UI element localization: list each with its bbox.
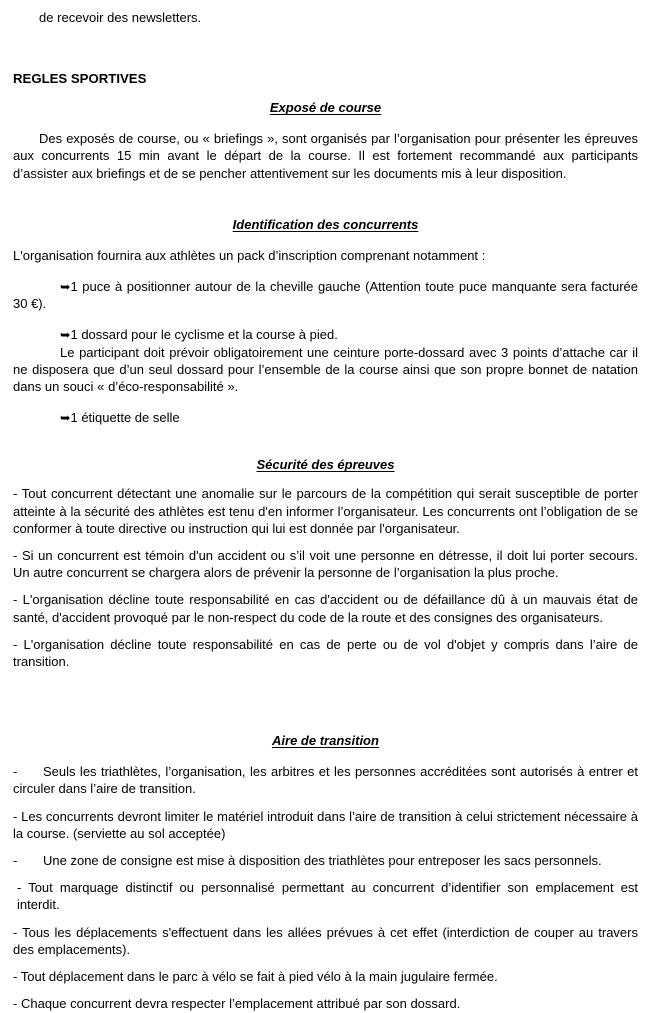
list-item-label: Tout marquage distinctif ou personnalisé permettant au concurrent d’identifier son emplacement est interdit. (17, 880, 638, 913)
bullet-item-label: 1 puce à positionner autour de la cheville gauche (Attention toute puce manquante sera facturée 30 €). (13, 279, 638, 312)
list-item-label: Tout concurrent détectant une anomalie sur le parcours de la compétition qui serait susceptible de porter atteinte à la sécurité des athlètes est tenu d'en informer l’organisateur. Les concurrents ont l’obligation de se conformer à toute directive ou instruction qui lui est donnée par l'organisateur. (13, 486, 638, 536)
list-item (13, 547, 638, 581)
subheading-identification-des-concurrents: Identification des concurrents (232, 216, 419, 232)
subheading-expose-de-course: Exposé de course (269, 100, 382, 116)
spacer (13, 749, 638, 763)
list-item (13, 808, 638, 842)
list-item-label: Les concurrents devront limiter le matériel introduit dans l’aire de transition à celui strictement nécessaire à la course. (serviette au sol acceptée) (13, 808, 638, 841)
spacer (13, 26, 638, 70)
spacer (13, 182, 638, 216)
continued-paragraph: de recevoir des newsletters. (39, 10, 202, 25)
arrow-bullet-icon: ➥ (60, 327, 71, 343)
dash-marker: - (13, 636, 18, 652)
spacer (13, 680, 638, 732)
paragraph-ceinture-porte-dossard: Le participant doit prévoir obligatoirement une ceinture porte-dossard avec 3 points d’attache car il ne disposera que d’un seul dossard pour l’ensemble de la course ainsi que son propre bonnet de natation dans un souci « d’éco-responsabilité ». (13, 344, 638, 395)
dash-marker: - (13, 764, 18, 780)
subheading-aire-de-transition: Aire de transition (272, 733, 379, 749)
spacer (13, 87, 638, 99)
dash-marker: - (13, 969, 18, 985)
list-item (13, 879, 638, 913)
paragraph-expose-de-course: Des exposés de course, ou « briefings », sont organisés par l’organisation pour présenter les épreuves aux concurrents 15 min avant le départ de la course. Il est fortement recommandé aux participants d’assister aux briefings et de se pencher attentivement sur les documents mis à leur disposition. (13, 131, 638, 181)
spacer (13, 116, 638, 130)
paragraph-pack-intro: L'organisation fournira aux athlètes un pack d’inscription comprenant notamment : (13, 247, 486, 263)
continued-paragraph-wrapper (13, 0, 638, 26)
list-item (13, 636, 638, 670)
bullet-item-dossard (13, 326, 638, 343)
bullet-item-etiquette (13, 409, 638, 426)
spacer (13, 426, 638, 456)
dash-marker: - (13, 486, 18, 502)
arrow-bullet-icon: ➥ (60, 279, 71, 295)
bullet-item-label: 1 dossard pour le cyclisme et la course à pied. (70, 327, 338, 343)
list-item-label: L'organisation décline toute responsabilité en cas d'accident ou de défaillance dû à un mauvais état de santé, d'accident provoqué par le non-respect du code de la route et des consignes des organisateurs. (13, 592, 638, 625)
spacer (13, 264, 638, 278)
dash-marker: - (13, 592, 18, 608)
list-item-label: Si un concurrent est témoin d'un accident ou s’il voit une personne en détresse, il doit lui porter secours. Un autre concurrent se chargera alors de prévenir la personne de l’organisation la plus proche. (13, 548, 638, 581)
list-item (13, 968, 638, 985)
list-item-label: Tous les déplacements s'effectuent dans les allées prévues à cet effet (interdiction de couper au travers des emplacements). (13, 924, 638, 957)
dash-marker: - (13, 808, 18, 824)
list-item (13, 763, 638, 797)
dash-marker: - (13, 924, 18, 940)
bullet-item-label: 1 étiquette de selle (70, 410, 180, 426)
dash-marker: - (13, 853, 18, 869)
list-item-label: Seuls les triathlètes, l’organisation, les arbitres et les personnes accréditées sont autorisés à entrer et circuler dans l’aire de transition. (13, 764, 638, 797)
list-item-label: Tout déplacement dans le parc à vélo se fait à pied vélo à la main jugulaire fermée. (20, 969, 498, 985)
list-item (13, 852, 638, 869)
arrow-bullet-icon: ➥ (60, 410, 71, 426)
spacer (13, 395, 638, 409)
list-item (13, 924, 638, 958)
list-item (13, 485, 638, 537)
bullet-item-puce (13, 278, 638, 312)
spacer (13, 312, 638, 326)
spacer (13, 473, 638, 485)
list-item-label: Une zone de consigne est mise à disposition des triathlètes pour entreposer les sacs personnels. (43, 853, 602, 869)
subheading-securite-des-epreuves: Sécurité des épreuves (256, 457, 395, 473)
list-item (13, 591, 638, 625)
dash-marker: - (17, 880, 22, 896)
spacer (13, 233, 638, 247)
dash-marker: - (13, 548, 18, 564)
dash-marker: - (13, 996, 18, 1012)
page-title: REGLES SPORTIVES (13, 71, 147, 87)
list-item-label: L'organisation décline toute responsabilité en cas de perte ou de vol d'objet y compris dans l’aire de transition. (13, 636, 638, 670)
list-item-label: Chaque concurrent devra respecter l’emplacement attribué par son dossard. (20, 996, 461, 1012)
list-item (13, 995, 638, 1012)
